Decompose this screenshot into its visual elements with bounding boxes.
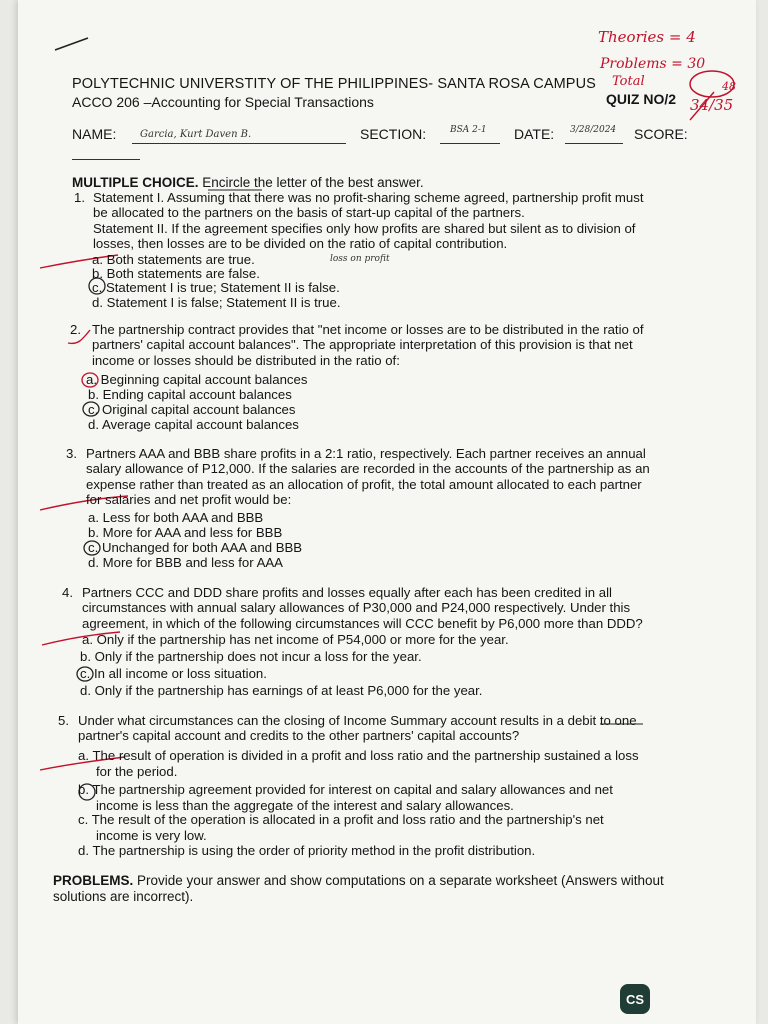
option-letter: c. [80,666,91,681]
name-label: NAME: [72,126,117,142]
name-line [132,143,346,144]
question-line: partner's capital account and credits to the other partners' capital accounts? [78,728,520,744]
grading-problems: Problems = 30 [600,56,706,72]
option-text: Ending capital account balances [102,387,292,402]
date-line [565,143,623,144]
option [92,252,255,267]
option-text: The partnership agreement provided for interest on capital and salary allowances and net [92,782,613,797]
option-letter: a. [88,510,99,525]
question-line: for salaries and net profit would be: [86,492,292,508]
grading-theories: Theories = 4 [598,28,696,46]
option-text: More for BBB and less for AAA [102,555,283,570]
option-text: Average capital account balances [101,417,299,432]
option-text: Unchanged for both AAA and BBB [101,540,303,555]
option [92,280,340,295]
question-line: losses, then losses are to be divided on the ratio of capital contribution. [93,236,508,252]
option [88,417,299,432]
date-label: DATE: [514,126,555,142]
section-value: BSA 2-1 [450,125,487,135]
option [78,748,639,780]
option-text: Only if the partnership has net income of P54,000 or more for the year. [96,632,509,647]
option-text: Both statements are true. [106,252,255,267]
option [92,295,341,310]
option-text: Only if the partnership has earnings of at least P6,000 for the year. [94,683,483,698]
option-text: income is very low. [96,828,207,843]
score-label: SCORE: [634,126,688,142]
option-letter: c. [88,540,99,555]
option-letter: b. [88,525,99,540]
question-line: salary allowance of P12,000. If the salaries are recorded in the accounts of the partnership as an [86,461,650,477]
option [88,555,283,570]
option [88,402,295,417]
question-1 [93,190,673,252]
option-letter: b. [78,782,89,797]
option-letter: c. [92,280,103,295]
question-line: be allocated to the partners on the basis of start-up capital of the partners. [93,205,525,221]
question-line: Under what circumstances can the closing of Income Summary account results in a debit to one [78,713,637,728]
option [88,510,263,525]
option [88,540,302,555]
question-line: partners' capital account balances". The appropriate interpretation of this provision is that net [92,337,633,353]
option-text: In all income or loss situation. [93,666,267,681]
option-letter: d. [78,843,89,858]
option-letter: a. [86,372,97,387]
section-line [440,143,500,144]
option [80,649,422,664]
option-letter: a. [92,252,103,267]
question-line: agreement, in which of the following circumstances will CCC benefit by P6,000 more than DDD? [82,615,643,631]
quiz-number: QUIZ NO/2 [606,91,677,107]
option-text: Statement I is true; Statement II is false. [105,280,340,295]
course-title: ACCO 206 –Accounting for Special Transactions [72,94,374,110]
name-line-continued [72,159,140,160]
grading-total: Total [612,74,645,89]
option-text: More for AAA and less for BBB [102,525,283,540]
option-text: Less for both AAA and BBB [102,510,264,525]
option-letter: d. [92,295,103,310]
grading-aside: 48 [722,80,736,93]
option [80,666,267,681]
margin-note: loss on profit [330,254,390,264]
option-text: The partnership is using the order of priority method in the profit distribution. [92,843,536,858]
university-title: POLYTECHNIC UNIVERSTITY OF THE PHILIPPINES- SANTA ROSA CAMPUS [72,76,596,92]
option-text: Both statements are false. [106,266,260,281]
option [78,843,535,858]
option-letter: b. [88,387,99,402]
option-text: Statement I is false; Statement II is true. [106,295,341,310]
question-5-number: 5. [58,713,69,728]
question-4-number: 4. [62,585,73,600]
option-text: income is less than the aggregate of the interest and salary allowances. [96,798,514,813]
problems-text: Provide your answer and show computations on a separate worksheet (Answers without solutions are incorrect). [53,873,664,904]
option [80,683,482,698]
option-letter: a. [82,632,93,647]
option-letter: d. [88,555,99,570]
camscanner-logo: CS [620,984,650,1014]
question-line: Statement II. If the agreement specifies only how profits are shared but silent as to division of [93,220,636,236]
option-letter: a. [78,748,89,763]
question-1-number: 1. [74,190,85,205]
question-2 [92,322,682,368]
question-5 [78,713,698,744]
question-line: circumstances with annual salary allowances of P30,000 and P24,000 respectively. Under this [82,600,631,616]
question-line: Partners CCC and DDD share profits and losses equally after each has been credited in all [82,585,612,600]
option-letter: b. [92,266,103,281]
question-line: Partners AAA and BBB share profits in a 2:1 ratio, respectively. Each partner receives an annual [86,446,646,461]
option-text: for the period. [96,764,178,779]
option [88,525,282,540]
option-letter: c. [88,402,99,417]
option-letter: c. [78,812,89,827]
pen-stroke [55,38,88,50]
option-text: Beginning capital account balances [100,372,308,387]
option [92,266,260,281]
option [86,372,307,387]
option-text: The result of the operation is allocated in a profit and loss ratio and the partnership's net [91,812,604,827]
question-3-number: 3. [66,446,77,461]
option [78,782,613,814]
option [78,812,604,844]
instructions-heading: MULTIPLE CHOICE. [72,175,199,190]
date-value: 3/28/2024 [570,125,617,135]
instructions-text: Encircle the letter of the best answer. [202,175,424,190]
question-3 [86,446,696,508]
question-line: Statement I. Assuming that there was no profit-sharing scheme agreed, partnership profit must [93,190,644,205]
question-4 [82,585,692,631]
name-value: Garcia, Kurt Daven B. [140,129,252,140]
question-line: The partnership contract provides that "net income or losses are to be distributed in the ratio of [92,322,644,337]
instructions [72,175,424,190]
option-text: The result of operation is divided in a profit and loss ratio and the partnership sustained a loss [92,748,639,763]
option-text: Original capital account balances [101,402,296,417]
problems-instructions [53,873,693,905]
option-letter: b. [80,649,91,664]
option [82,632,509,647]
option-letter: d. [80,683,91,698]
question-line: expense rather than treated as an allocation of profit, the total amount allocated to each partner [86,476,642,492]
question-line: income or losses should be distributed in the ratio of: [92,352,400,368]
option-text: Only if the partnership does not incur a loss for the year. [94,649,422,664]
option-letter: d. [88,417,99,432]
option [88,387,292,402]
grading-score: 34/35 [690,96,734,114]
section-label: SECTION: [360,126,427,142]
question-2-number: 2. [70,322,81,337]
problems-heading: PROBLEMS. [53,873,134,888]
